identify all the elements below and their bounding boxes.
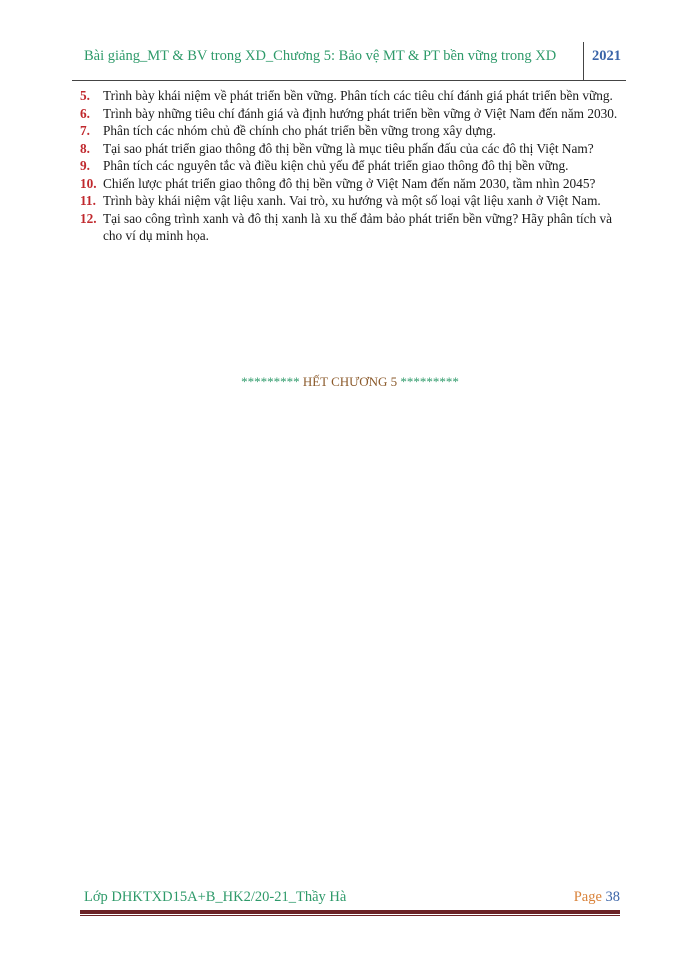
list-item xyxy=(80,105,620,123)
list-item xyxy=(80,210,620,245)
item-text: Chiến lược phát triển giao thông đô thị bền vững ở Việt Nam đến năm 2030, tầm nhìn 2045? xyxy=(103,175,596,191)
item-number: 10. xyxy=(80,175,97,191)
item-text: Trình bày khái niệm vật liệu xanh. Vai trò, xu hướng và một số loại vật liệu xanh ở Việt Nam. xyxy=(103,193,601,208)
item-number: 9. xyxy=(80,158,90,173)
list-item xyxy=(80,87,620,105)
question-list xyxy=(80,87,620,245)
item-number: 6. xyxy=(80,105,90,121)
item-text: Phân tích các nhóm chủ đề chính cho phát triển bền vững trong xây dựng. xyxy=(103,123,496,138)
header-divider xyxy=(583,42,584,80)
item-text: Tại sao công trình xanh và đô thị xanh là xu thế đảm bảo phát triển bền vững? Hãy phân tích và cho ví dụ minh họa. xyxy=(103,210,613,243)
page-label: Page xyxy=(573,889,602,905)
list-item xyxy=(80,157,620,175)
item-number: 12. xyxy=(80,210,97,226)
stars-left: ********* xyxy=(241,374,300,389)
item-text: Phân tích các nguyên tắc và điều kiện chủ yếu để phát triển giao thông đô thị bền vững. xyxy=(103,158,569,173)
item-text: Tại sao phát triển giao thông đô thị bền vững là mục tiêu phấn đấu của các đô thị Việt Nam? xyxy=(103,140,594,156)
header-rule xyxy=(72,80,626,81)
footer-rule xyxy=(80,910,620,914)
list-item xyxy=(80,140,620,158)
page-number: 38 xyxy=(605,889,620,905)
header-title: Bài giảng_MT & BV trong XD_Chương 5: Bảo vệ MT & PT bền vững trong XD xyxy=(84,48,557,64)
item-text: Trình bày khái niệm về phát triển bền vững. Phân tích các tiêu chí đánh giá phát triển bền vững. xyxy=(103,88,613,103)
item-number: 8. xyxy=(80,140,90,156)
item-number: 7. xyxy=(80,123,90,138)
item-text: Trình bày những tiêu chí đánh giá và định hướng phát triển bền vững ở Việt Nam đến năm 2030. xyxy=(103,105,618,121)
footer-rule-thin xyxy=(80,915,620,916)
item-number: 5. xyxy=(80,88,90,103)
list-item xyxy=(80,192,620,210)
chapter-end xyxy=(0,374,700,390)
list-item xyxy=(80,175,620,193)
footer-left: Lớp DHKTXD15A+B_HK2/20-21_Thầy Hà xyxy=(84,889,347,905)
footer-page xyxy=(574,889,620,906)
stars-right: ********* xyxy=(400,374,459,389)
list-item xyxy=(80,122,620,140)
chapter-end-text: HẾT CHƯƠNG 5 xyxy=(302,374,398,389)
header-year: 2021 xyxy=(592,48,621,64)
item-number: 11. xyxy=(80,193,96,208)
